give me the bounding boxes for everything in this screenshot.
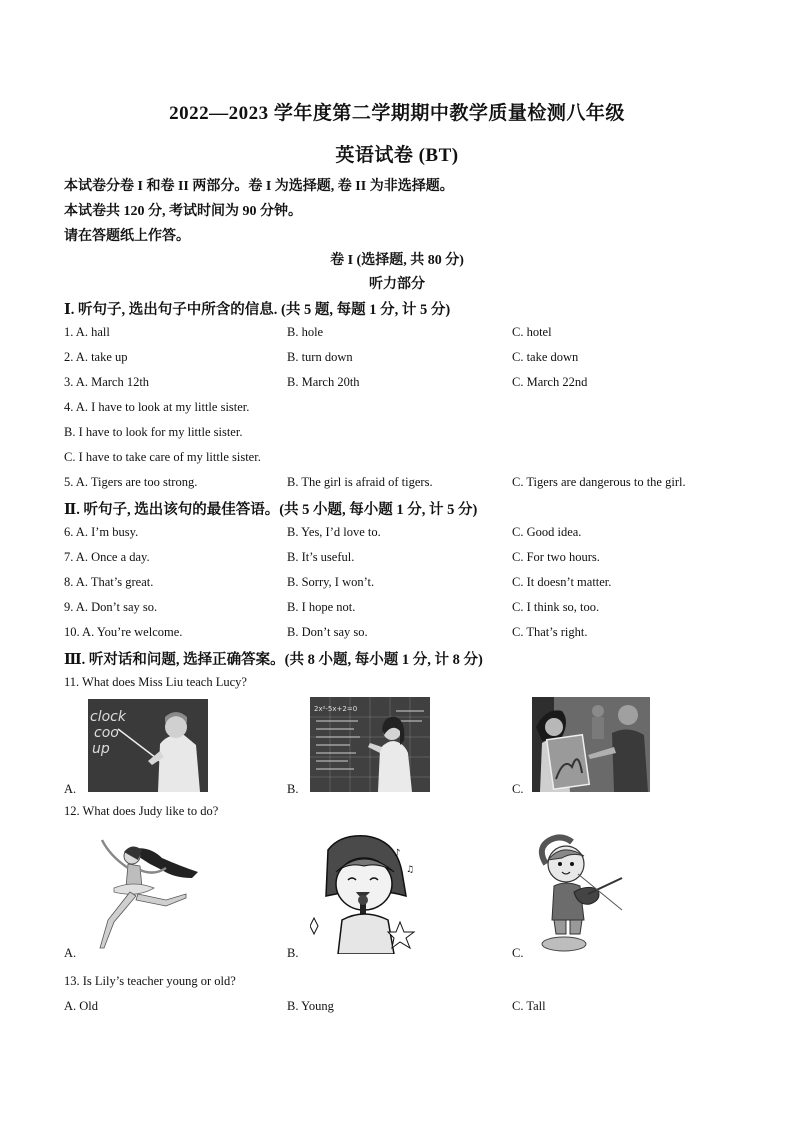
intro-line-1: 本试卷分卷 I 和卷 II 两部分。卷 I 为选择题, 卷 II 为非选择题。	[64, 179, 454, 194]
ballet-dancer-image	[88, 836, 200, 954]
question-3	[64, 375, 744, 395]
board-word-3: up	[92, 741, 110, 757]
q2-option-c: C. take down	[512, 350, 579, 364]
q4-option-c: C. I have to take care of my little sister.	[64, 450, 261, 464]
q1-option-a: 1. A. hall	[64, 325, 110, 339]
q8-option-a: 8. A. That’s great.	[64, 575, 154, 589]
q5-option-c: C. Tigers are dangerous to the girl.	[512, 475, 686, 489]
art-class-image	[532, 697, 650, 792]
question-8	[64, 575, 744, 595]
q6-option-a: 6. A. I’m busy.	[64, 525, 139, 539]
section-1-heading: Ⅰ. 听句子, 选出句子中所含的信息. (共 5 题, 每题 1 分, 计 5 分)	[64, 302, 451, 318]
question-1	[64, 325, 744, 345]
section-3-heading: Ⅲ. 听对话和问题, 选择正确答案。(共 8 小题, 每小题 1 分, 计 8 分)	[64, 652, 483, 668]
question-2	[64, 350, 744, 370]
q11-label-b: B.	[287, 782, 299, 796]
q6-option-c: C. Good idea.	[512, 525, 582, 539]
part-one-heading: 卷 I (选择题, 共 80 分)	[330, 253, 464, 268]
question-6	[64, 525, 744, 545]
intro-line-3: 请在答题纸上作答。	[64, 229, 190, 244]
teacher-blackboard-image	[88, 699, 208, 792]
board-word-1: clock	[90, 709, 126, 725]
q5-option-a: 5. A. Tigers are too strong.	[64, 475, 198, 489]
q7-option-c: C. For two hours.	[512, 550, 600, 564]
q11-label-a: A.	[64, 782, 77, 796]
q13-option-a: A. Old	[64, 999, 99, 1013]
q2-option-b: B. turn down	[287, 350, 353, 364]
question-5	[64, 475, 744, 495]
q10-option-b: B. Don’t say so.	[287, 625, 368, 639]
q8-option-b: B. Sorry, I won’t.	[287, 575, 375, 589]
q5-option-b: B. The girl is afraid of tigers.	[287, 475, 433, 489]
q9-option-b: B. I hope not.	[287, 600, 356, 614]
q9-option-a: 9. A. Don’t say so.	[64, 600, 158, 614]
q11-label-c: C.	[512, 782, 524, 796]
q10-option-a: 10. A. You’re welcome.	[64, 625, 183, 639]
board-equation: 2x²-5x+2=0	[314, 705, 358, 713]
question-9	[64, 600, 744, 620]
q3-option-b: B. March 20th	[287, 375, 360, 389]
q13-text: 13. Is Lily’s teacher young or old?	[64, 974, 236, 988]
q10-option-c: C. That’s right.	[512, 625, 588, 639]
q13-option-b: B. Young	[287, 999, 334, 1013]
q11-text: 11. What does Miss Liu teach Lucy?	[64, 675, 247, 689]
svg-text:♫: ♫	[406, 865, 415, 875]
q3-option-a: 3. A. March 12th	[64, 375, 150, 389]
board-word-2: coo	[94, 725, 119, 741]
svg-text:♪: ♪	[394, 848, 401, 859]
q12-label-b: B.	[287, 946, 299, 960]
violin-girl-image	[532, 834, 628, 954]
q6-option-b: B. Yes, I’d love to.	[287, 525, 381, 539]
question-10	[64, 625, 744, 645]
q8-option-c: C. It doesn’t matter.	[512, 575, 612, 589]
singing-girl-image	[310, 832, 422, 954]
intro-line-2: 本试卷共 120 分, 考试时间为 90 分钟。	[64, 204, 302, 219]
q9-option-c: C. I think so, too.	[512, 600, 600, 614]
exam-title: 2022—2023 学年度第二学期期中教学质量检测八年级	[169, 103, 625, 124]
section-2-heading: Ⅱ. 听句子, 选出该句的最佳答语。(共 5 小题, 每小题 1 分, 计 5 分)	[64, 502, 478, 518]
q7-option-a: 7. A. Once a day.	[64, 550, 150, 564]
q12-label-a: A.	[64, 946, 77, 960]
exam-subtitle: 英语试卷 (BT)	[335, 145, 459, 166]
q1-option-c: C. hotel	[512, 325, 552, 339]
listening-heading: 听力部分	[369, 277, 425, 292]
q12-text: 12. What does Judy like to do?	[64, 804, 219, 818]
q4-option-a: 4. A. I have to look at my little sister.	[64, 400, 250, 414]
q7-option-b: B. It’s useful.	[287, 550, 355, 564]
q13-option-c: C. Tall	[512, 999, 546, 1013]
q1-option-b: B. hole	[287, 325, 324, 339]
q12-label-c: C.	[512, 946, 524, 960]
q2-option-a: 2. A. take up	[64, 350, 128, 364]
math-teacher-image	[310, 697, 430, 792]
q3-option-c: C. March 22nd	[512, 375, 588, 389]
q4-option-b: B. I have to look for my little sister.	[64, 425, 243, 439]
question-7	[64, 550, 744, 570]
question-13	[64, 999, 744, 1019]
